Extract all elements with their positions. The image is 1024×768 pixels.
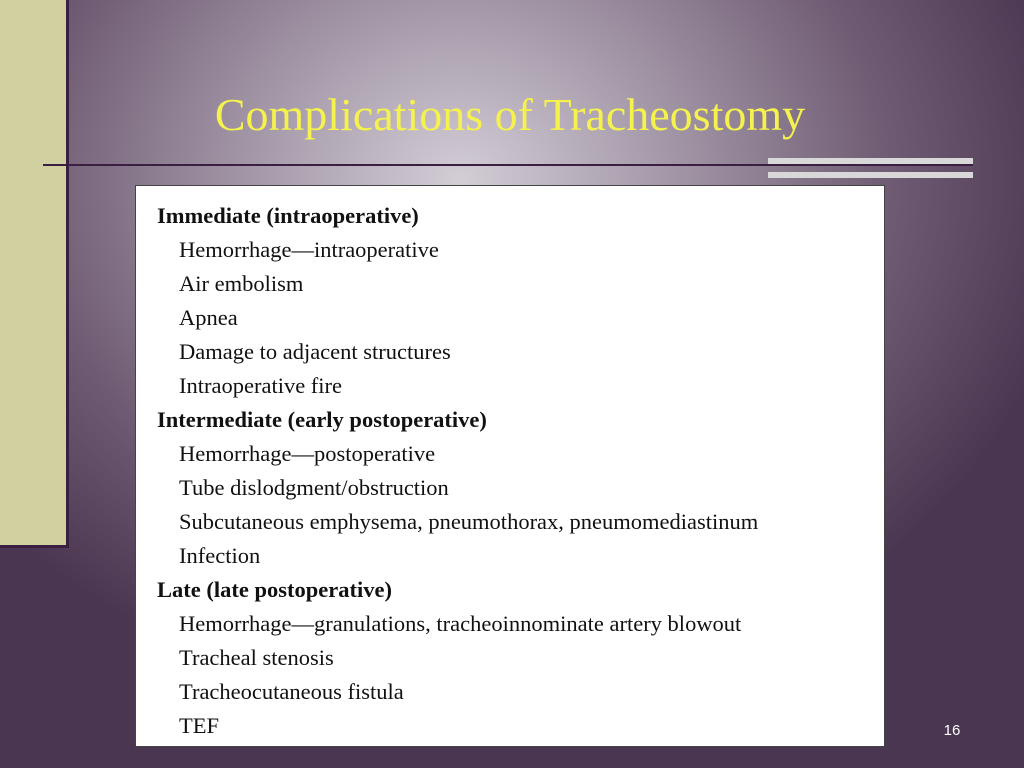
list-item: Subcutaneous emphysema, pneumothorax, pneumomediastinum xyxy=(179,509,759,534)
title-divider xyxy=(43,164,973,166)
list-item: Air embolism xyxy=(179,271,304,296)
list-item: Intraoperative fire xyxy=(179,373,343,398)
slide-title: Complications of Tracheostomy xyxy=(214,89,806,140)
list-item: Hemorrhage—intraoperative xyxy=(179,237,439,262)
accent-stripe-bottom xyxy=(768,172,973,178)
section-heading: Intermediate (early postoperative) xyxy=(157,407,487,432)
page-number: 16 xyxy=(943,722,961,739)
complications-list xyxy=(135,185,885,747)
left-accent-bar xyxy=(0,0,69,548)
list-item: Tracheal stenosis xyxy=(179,645,334,670)
section-intermediate xyxy=(136,404,884,574)
list-item: Tracheocutaneous fistula xyxy=(179,679,404,704)
list-item: Hemorrhage—granulations, tracheoinnominate artery blowout xyxy=(179,611,742,636)
section-late xyxy=(136,574,884,744)
accent-stripe-top xyxy=(768,158,973,164)
section-heading: Late (late postoperative) xyxy=(157,577,392,602)
list-item: Infection xyxy=(179,543,261,568)
list-item: Apnea xyxy=(179,305,238,330)
list-item: TEF xyxy=(179,713,220,738)
list-item: Tube dislodgment/obstruction xyxy=(179,475,449,500)
section-heading: Immediate (intraoperative) xyxy=(157,203,419,228)
list-item: Damage to adjacent structures xyxy=(179,339,451,364)
section-immediate xyxy=(136,200,884,404)
list-item: Hemorrhage—postoperative xyxy=(179,441,436,466)
